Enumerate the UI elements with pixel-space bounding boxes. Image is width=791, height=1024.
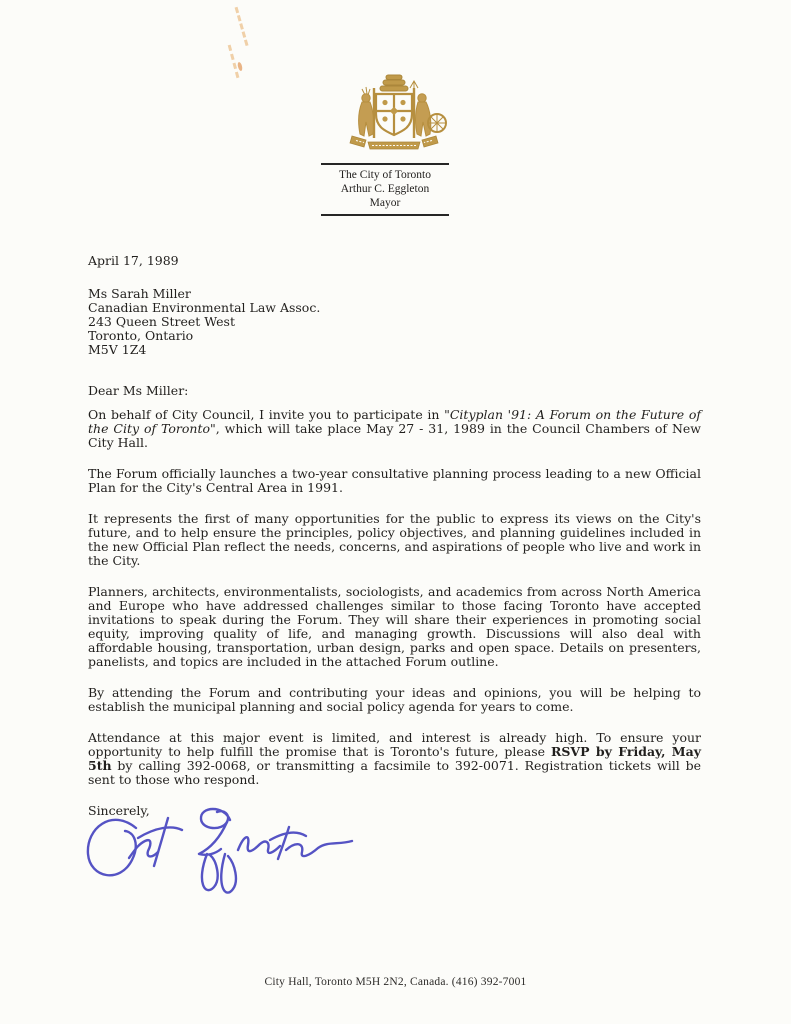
toronto-coat-of-arms-icon (324, 70, 464, 166)
paragraph-6-text: by calling 392-0068, or transmitting a facsimile to 392-0071. Registration tickets will be sent to those who respond. (88, 758, 701, 787)
paragraph-3: It represents the first of many opportunities for the public to express its views on the City's future, and to help ensure the principles, policy objectives, and planning guidelines included in the new Official Plan reflect the needs, concerns, and aspirations of people who live and work in the City. (88, 511, 701, 568)
letterhead (321, 163, 449, 216)
recipient-name: Ms Sarah Miller (88, 286, 191, 301)
paragraph-6 (88, 731, 701, 787)
paragraph-5: By attending the Forum and contributing your ideas and opinions, you will be helping to establish the municipal planning and social policy agenda for years to come. (88, 685, 701, 714)
paragraph-1-italic: Cityplan '91: A Forum on the Future of the City of Toronto (88, 407, 701, 436)
recipient-city: Toronto, Ontario (88, 328, 194, 343)
paragraph-2: The Forum officially launches a two-year consultative planning process leading to a new Official Plan for the City's Central Area in 1991. (88, 466, 701, 495)
stain-mark (235, 6, 252, 46)
closing: Sincerely, (88, 803, 150, 818)
letterhead-mayor-name: Arthur C. Eggleton (340, 183, 430, 195)
letterhead-title: Mayor (369, 197, 401, 209)
paragraph-1-text: ", which will take place May 27 - 31, 1989 in the Council Chambers of New City Hall. (88, 421, 701, 450)
letterhead-org: The City of Toronto (339, 169, 431, 181)
footer-address: City Hall, Toronto M5H 2N2, Canada. (416) 392-7001 (264, 976, 527, 988)
stain-mark (228, 44, 243, 78)
letter-date: April 17, 1989 (88, 253, 179, 268)
paragraph-4: Planners, architects, environmentalists, sociologists, and academics from across North America and Europe who have addressed challenges similar to those facing Toronto have accepted invitations to speak during the Forum. They will share their experiences in promoting social equity, improving quality of life, and managing growth. Discussions will also deal with affordable housing, transportation, urban design, parks and open space. Details on presenters, panelists, and topics are included in the attached Forum outline. (88, 584, 701, 669)
signature-art-eggleton (78, 798, 364, 906)
paragraph-6-bold: RSVP by Friday, May 5th (88, 744, 701, 773)
paragraph-1-text: On behalf of City Council, I invite you to participate in " (88, 407, 450, 422)
recipient-address (88, 287, 701, 357)
paragraph-6-text: Attendance at this major event is limited, and interest is already high. To ensure your opportunity to help fulfill the promise that is Toronto's future, please (88, 730, 701, 759)
salutation: Dear Ms Miller: (88, 383, 189, 398)
recipient-postal: M5V 1Z4 (88, 342, 147, 357)
paragraph-1 (88, 408, 701, 450)
recipient-street: 243 Queen Street West (88, 314, 235, 329)
recipient-org: Canadian Environmental Law Assoc. (88, 300, 321, 315)
letter-body (88, 254, 701, 818)
